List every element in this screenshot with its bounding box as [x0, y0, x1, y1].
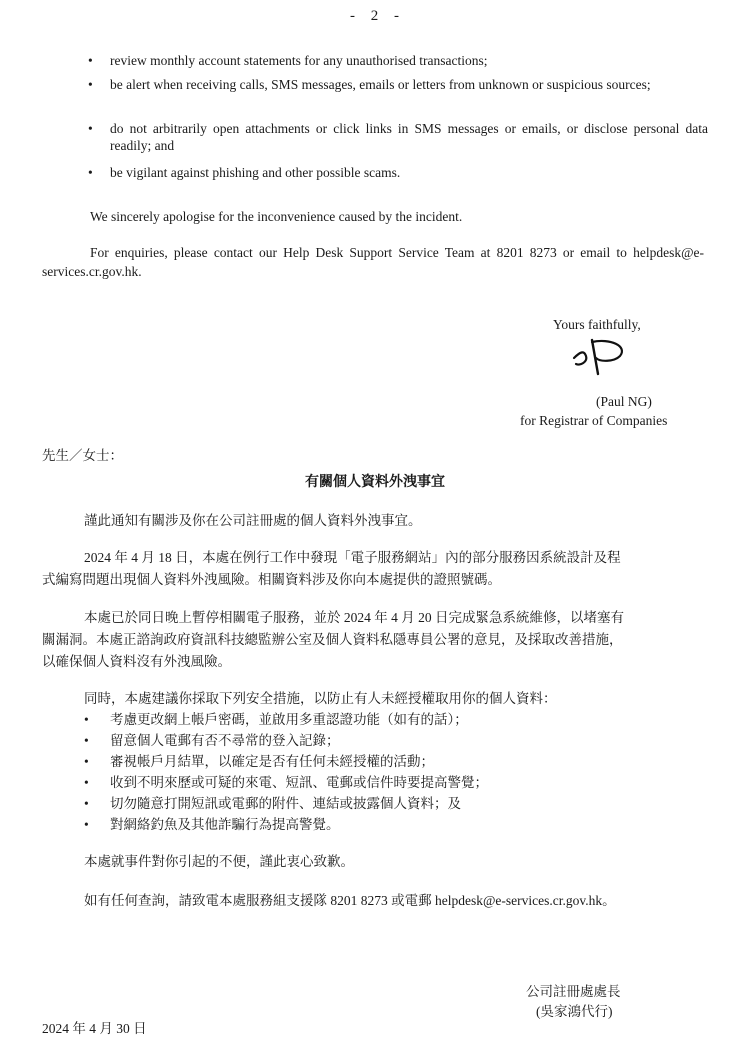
list-item	[88, 120, 708, 156]
incident-paragraph-line: 式編寫問題出現個人資料外洩風險。相關資料涉及你向本處提供的證照號碼。	[42, 572, 501, 587]
letter-date: 2024 年 4 月 30 日	[42, 1021, 147, 1036]
list-item-text: 審視帳戶月結單，以確定是否有任何未經授權的活動；	[110, 754, 434, 769]
bullet-icon: •	[84, 712, 89, 727]
letter-title: 有關個人資料外洩事宜	[305, 475, 445, 490]
salutation: 先生／女士：	[42, 448, 123, 463]
bullet-icon: •	[84, 817, 89, 832]
bullet-icon: •	[84, 733, 89, 748]
list-item-text: 對網絡釣魚及其他詐騙行為提高警覺。	[110, 817, 340, 832]
action-paragraph-line: 本處已於同日晚上暫停相關電子服務，並於 2024 年 4 月 20 日完成緊急系統維修，以堵塞有	[84, 610, 624, 625]
advice-intro: 同時，本處建議你採取下列安全措施，以防止有人未經授權取用你的個人資料：	[84, 691, 557, 706]
list-item-text: 切勿隨意打開短訊或電郵的附件、連結或披露個人資料；及	[110, 796, 461, 811]
list-item-text: review monthly account statements for any unauthorised transactions;	[110, 53, 488, 68]
signature-image	[570, 336, 632, 376]
enquiries-paragraph: For enquiries, please contact our Help Desk Support Service Team at 8201 8273 or email to helpdesk@e-services.cr.gov.hk.	[42, 245, 704, 279]
bullet-icon: •	[88, 165, 93, 180]
bullet-icon: •	[84, 775, 89, 790]
action-paragraph-line: 以確保個人資料沒有外洩風險。	[42, 654, 231, 669]
list-item-text: be alert when receiving calls, SMS messages, emails or letters from unknown or suspicious sources;	[110, 77, 651, 92]
signatory-name-zh: (吳家鴻代行)	[536, 1004, 613, 1019]
bullet-icon: •	[88, 77, 93, 92]
enquiries-paragraph-zh: 如有任何查詢，請致電本處服務組支援隊 8201 8273 或電郵 helpdesk@e-services.cr.gov.hk。	[84, 893, 616, 908]
list-item-text: 留意個人電郵有否不尋常的登入記錄；	[110, 733, 340, 748]
signatory-title-zh: 公司註冊處處長	[526, 984, 621, 999]
signatory-name: (Paul NG)	[596, 394, 652, 409]
list-item-text: 考慮更改網上帳戶密碼，並啟用多重認證功能（如有的話）；	[110, 712, 468, 727]
list-item-text: be vigilant against phishing and other possible scams.	[110, 165, 401, 180]
bullet-icon: •	[84, 754, 89, 769]
list-item	[88, 76, 708, 112]
page-number: - 2 -	[350, 8, 405, 24]
list-item-text: do not arbitrarily open attachments or click links in SMS messages or emails, or disclose personal data readily; and	[110, 121, 708, 153]
apology-paragraph: We sincerely apologise for the inconvenience caused by the incident.	[90, 209, 463, 224]
incident-paragraph-line: 2024 年 4 月 18 日，本處在例行工作中發現「電子服務網站」內的部分服務因系統設計及程	[84, 550, 621, 565]
signatory-title: for Registrar of Companies	[520, 413, 668, 428]
list-item-text: 收到不明來歷或可疑的來電、短訊、電郵或信件時要提高警覺；	[110, 775, 488, 790]
apology-paragraph-zh: 本處就事件對你引起的不便，謹此衷心致歉。	[84, 854, 354, 869]
bullet-icon: •	[88, 53, 93, 68]
list-item	[88, 164, 708, 182]
bullet-icon: •	[84, 796, 89, 811]
bullet-icon: •	[88, 121, 93, 136]
closing-text: Yours faithfully,	[553, 317, 641, 332]
action-paragraph-line: 關漏洞。本處正諮詢政府資訊科技總監辦公室及個人資料私隱專員公署的意見，及採取改善措施，	[42, 632, 623, 647]
intro-paragraph: 謹此通知有關涉及你在公司註冊處的個人資料外洩事宜。	[84, 513, 422, 528]
list-item	[88, 52, 708, 70]
